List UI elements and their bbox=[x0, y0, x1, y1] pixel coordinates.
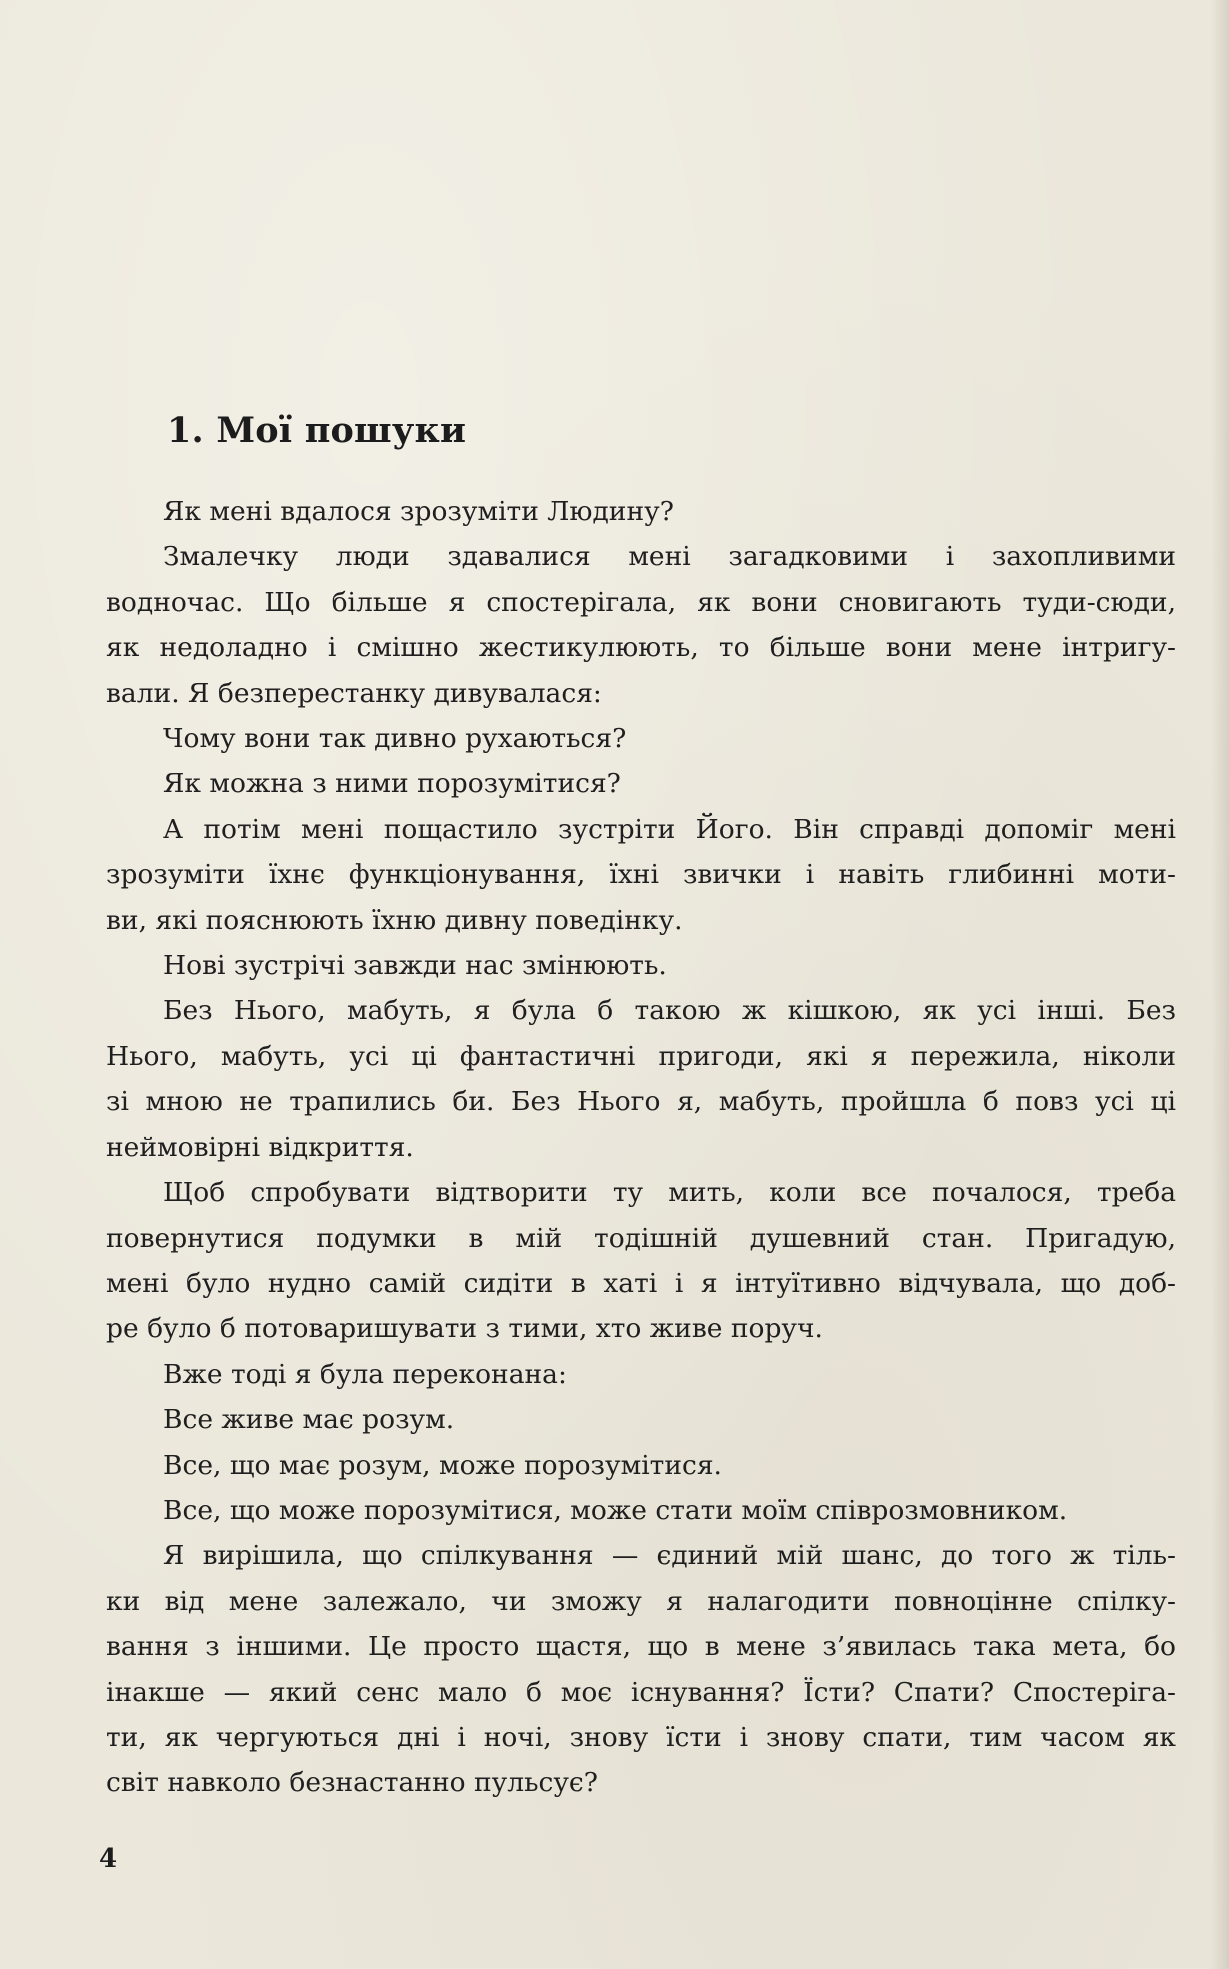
text-line: Все, що має розум, може порозумітися. bbox=[163, 1449, 722, 1481]
text-line: інакше — який сенс мало б моє існування? Їсти? Спати? Спостеріга- bbox=[106, 1676, 1176, 1708]
text-line: ре було б потоваришувати з тими, хто живе поруч. bbox=[106, 1313, 823, 1345]
paragraph bbox=[106, 489, 1176, 534]
text-line: неймовірні відкриття. bbox=[106, 1131, 414, 1163]
text-line: Вже тоді я була переконана: bbox=[163, 1358, 567, 1390]
paragraph bbox=[106, 943, 1176, 988]
text-line: Все, що може порозумітися, може стати моїм співрозмовником. bbox=[163, 1494, 1068, 1526]
chapter-title: 1. Мої пошуки bbox=[167, 410, 467, 451]
body-text bbox=[106, 489, 1176, 1806]
text-line: зі мною не трапились би. Без Нього я, мабуть, пройшла б повз усі ці bbox=[106, 1086, 1176, 1118]
text-line: ти, як чергуються дні і ночі, знову їсти і знову спати, тим часом як bbox=[106, 1721, 1176, 1753]
paragraph bbox=[106, 761, 1176, 806]
page-edge-shadow bbox=[1211, 0, 1229, 1969]
text-line: Нові зустрічі завжди нас змінюють. bbox=[163, 950, 667, 982]
paragraph bbox=[106, 988, 1176, 1170]
text-line: Все живе має розум. bbox=[163, 1404, 455, 1436]
paragraph bbox=[106, 1533, 1176, 1805]
text-line: Щоб спробувати відтворити ту мить, коли все почалося, треба bbox=[163, 1177, 1176, 1209]
text-line: вання з іншими. Це просто щастя, що в мене з’явилась така мета, бо bbox=[106, 1631, 1176, 1663]
text-line: Я вирішила, що спілкування — єдиний мій шанс, до того ж тіль- bbox=[163, 1540, 1176, 1572]
text-line: Нього, мабуть, усі ці фантастичні пригоди, які я пережила, ніколи bbox=[106, 1040, 1176, 1072]
page-number: 4 bbox=[99, 1844, 118, 1874]
text-line: ви, які пояснюють їхню дивну поведінку. bbox=[106, 904, 683, 936]
text-line: А потім мені пощастило зустріти Його. Він справді допоміг мені bbox=[163, 813, 1176, 845]
paragraph bbox=[106, 1443, 1176, 1488]
paragraph bbox=[106, 807, 1176, 943]
text-line: зрозуміти їхнє функціонування, їхні звички і навіть глибинні моти- bbox=[106, 859, 1176, 891]
paragraph bbox=[106, 1397, 1176, 1442]
paragraph bbox=[106, 716, 1176, 761]
text-line: повернутися подумки в мій тодішній душевний стан. Пригадую, bbox=[106, 1222, 1176, 1254]
text-line: Як мені вдалося зрозуміти Людину? bbox=[163, 496, 674, 527]
text-line: Змалечку люди здавалися мені загадковими і захопливими bbox=[163, 541, 1176, 573]
paragraph bbox=[106, 1170, 1176, 1352]
text-line: Чому вони так дивно рухаються? bbox=[163, 723, 627, 755]
text-line: Без Нього, мабуть, я була б такою ж кішкою, як усі інші. Без bbox=[163, 995, 1176, 1027]
text-line: Як можна з ними порозумітися? bbox=[163, 768, 621, 800]
text-line: ки від мене залежало, чи зможу я налагодити повноцінне спілку- bbox=[106, 1585, 1176, 1617]
text-line: водночас. Що більше я спостерігала, як вони сновигають туди-сюди, bbox=[106, 586, 1176, 618]
text-line: вали. Я безперестанку дивувалася: bbox=[106, 677, 602, 709]
text-line: як недоладно і смішно жестикулюють, то більше вони мене інтригу- bbox=[106, 632, 1176, 664]
text-line: мені було нудно самій сидіти в хаті і я інтуїтивно відчувала, що доб- bbox=[106, 1267, 1176, 1299]
text-line: світ навколо безнастанно пульсує? bbox=[106, 1767, 598, 1799]
paragraph bbox=[106, 1352, 1176, 1397]
paragraph bbox=[106, 534, 1176, 716]
paragraph bbox=[106, 1488, 1176, 1533]
